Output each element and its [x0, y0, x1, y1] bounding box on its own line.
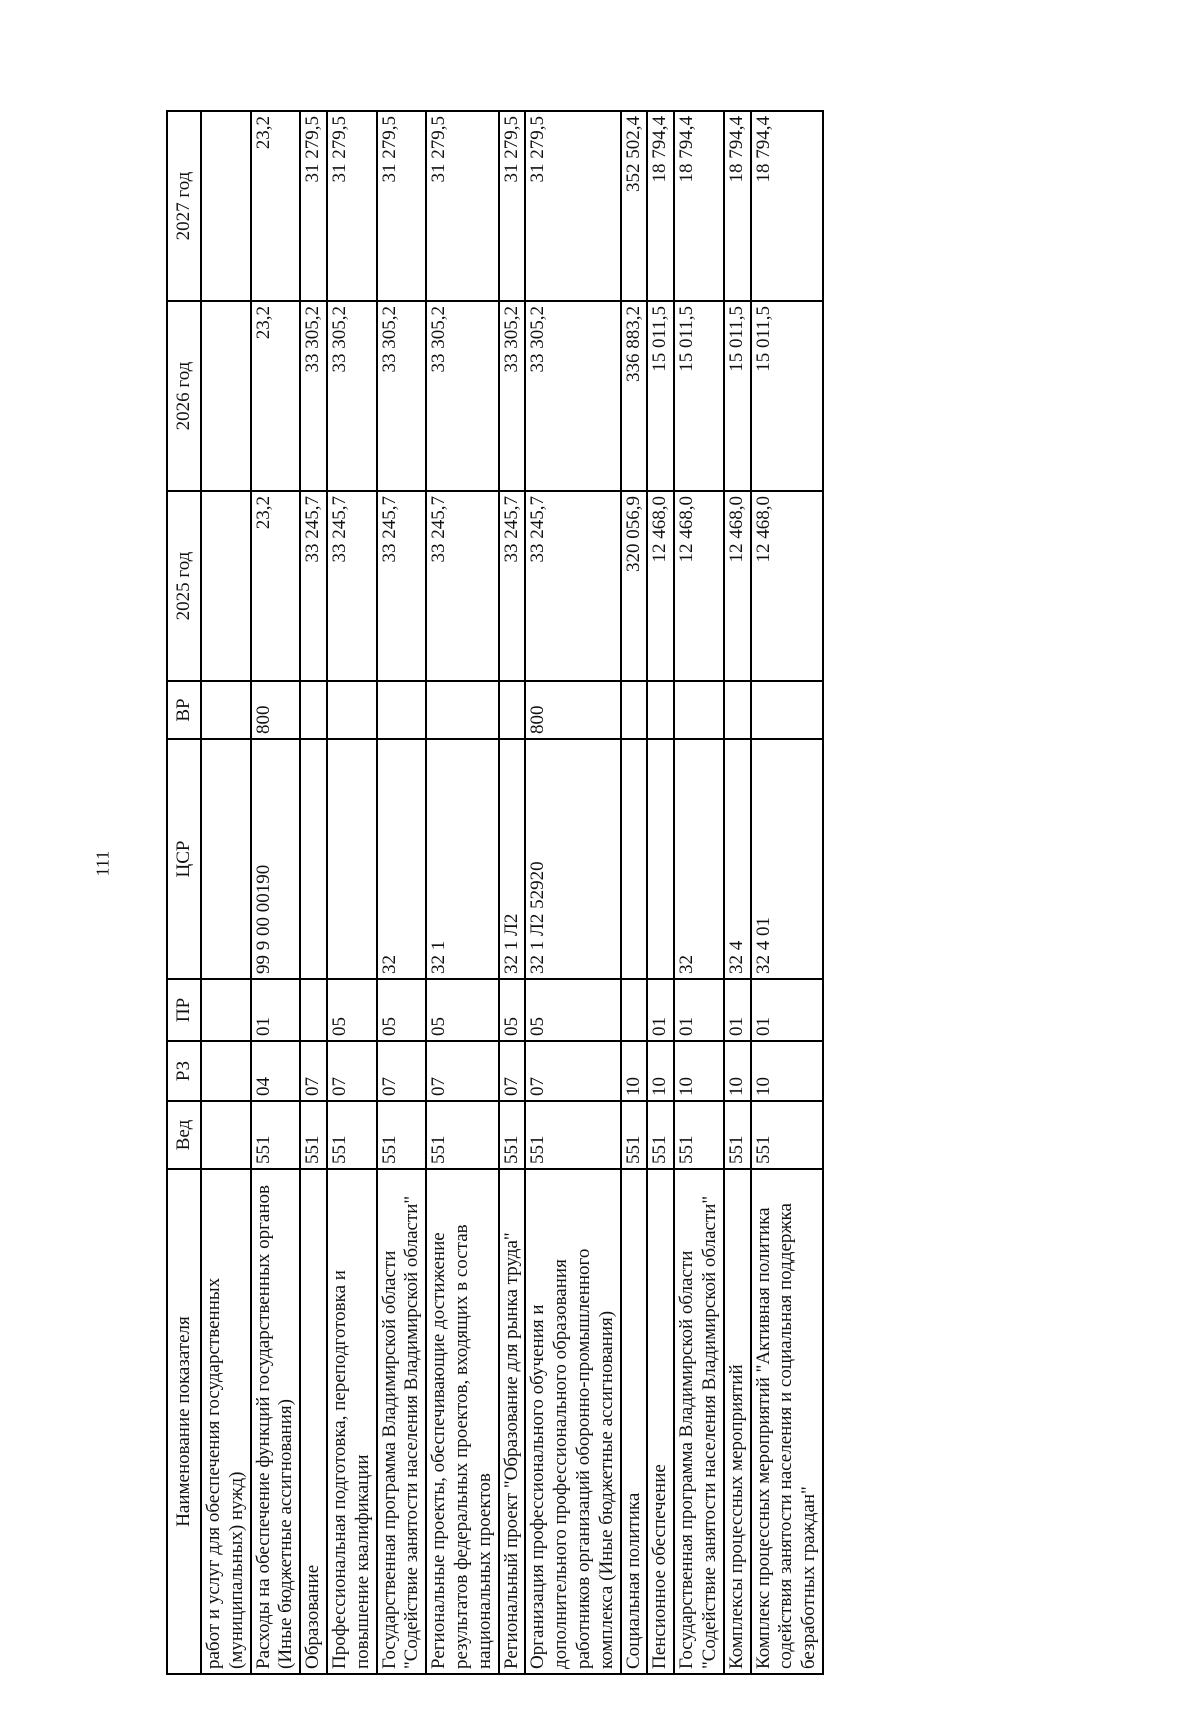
- cell-2025: 12 468,0: [647, 491, 674, 681]
- cell-ved: 551: [251, 1101, 301, 1169]
- cell-2027: 18 794,4: [724, 111, 751, 301]
- header-vr: ВР: [167, 681, 201, 739]
- cell-csr: [300, 739, 327, 979]
- cell-pr: 01: [647, 979, 674, 1041]
- cell-2027: 31 279,5: [525, 111, 620, 301]
- cell-2027: 31 279,5: [300, 111, 327, 301]
- table-row: [327, 111, 377, 1674]
- table-row: [647, 111, 674, 1674]
- cell-name: Государственная программа Владимирской области "Содействие занятости населения Владимирской области": [377, 1169, 427, 1674]
- table-row: [674, 111, 724, 1674]
- cell-2026: 15 011,5: [724, 301, 751, 491]
- cell-2027: 31 279,5: [377, 111, 427, 301]
- cell-2025: 33 245,7: [525, 491, 620, 681]
- cell-vr: 800: [251, 681, 301, 739]
- cell-2027: 18 794,4: [751, 111, 823, 301]
- cell-2025: 33 245,7: [499, 491, 526, 681]
- header-name: Наименование показателя: [167, 1169, 201, 1674]
- cell-ved: 551: [525, 1101, 620, 1169]
- cell-2027: 31 279,5: [327, 111, 377, 301]
- header-ved: Вед: [167, 1101, 201, 1169]
- header-2027: 2027 год: [167, 111, 201, 301]
- cell-ved: 551: [751, 1101, 823, 1169]
- cell-rz: [201, 1041, 251, 1101]
- cell-vr: [499, 681, 526, 739]
- cell-2025: 33 245,7: [377, 491, 427, 681]
- cell-rz: 04: [251, 1041, 301, 1101]
- table-row: [377, 111, 427, 1674]
- table-row: [499, 111, 526, 1674]
- cell-ved: 551: [300, 1101, 327, 1169]
- cell-vr: 800: [525, 681, 620, 739]
- cell-name: Профессиональная подготовка, переподготовка и повышение квалификации: [327, 1169, 377, 1674]
- header-rz: РЗ: [167, 1041, 201, 1101]
- cell-pr: [621, 979, 648, 1041]
- cell-pr: 05: [327, 979, 377, 1041]
- cell-rz: 10: [647, 1041, 674, 1101]
- cell-2027: [201, 111, 251, 301]
- cell-csr: [647, 739, 674, 979]
- table-row: [621, 111, 648, 1674]
- cell-2026: 23,2: [251, 301, 301, 491]
- cell-2025: 33 245,7: [426, 491, 498, 681]
- cell-rz: 07: [327, 1041, 377, 1101]
- cell-vr: [647, 681, 674, 739]
- cell-vr: [674, 681, 724, 739]
- cell-ved: 551: [724, 1101, 751, 1169]
- cell-name: Организация профессионального обучения и дополнительного профессионального образования работников организаций оборонно-промышленного комплекса (Иные бюджетные ассигнования): [525, 1169, 620, 1674]
- cell-csr: [621, 739, 648, 979]
- table-row: [300, 111, 327, 1674]
- cell-vr: [426, 681, 498, 739]
- cell-vr: [327, 681, 377, 739]
- cell-vr: [377, 681, 427, 739]
- cell-2025: 320 056,9: [621, 491, 648, 681]
- budget-table: [166, 110, 824, 1675]
- cell-pr: 05: [426, 979, 498, 1041]
- cell-pr: 01: [251, 979, 301, 1041]
- cell-ved: 551: [647, 1101, 674, 1169]
- cell-pr: 05: [525, 979, 620, 1041]
- cell-2026: 15 011,5: [674, 301, 724, 491]
- cell-2025: 33 245,7: [327, 491, 377, 681]
- cell-rz: 07: [300, 1041, 327, 1101]
- table-row: [751, 111, 823, 1674]
- budget-table-container: [166, 110, 1111, 1675]
- cell-2025: 33 245,7: [300, 491, 327, 681]
- cell-csr: 99 9 00 00190: [251, 739, 301, 979]
- cell-ved: 551: [327, 1101, 377, 1169]
- header-pr: ПР: [167, 979, 201, 1041]
- cell-2026: 33 305,2: [525, 301, 620, 491]
- cell-rz: 07: [426, 1041, 498, 1101]
- cell-pr: [300, 979, 327, 1041]
- cell-pr: [201, 979, 251, 1041]
- cell-rz: 10: [674, 1041, 724, 1101]
- cell-name: Региональный проект "Образование для рынка труда": [499, 1169, 526, 1674]
- cell-2026: 15 011,5: [647, 301, 674, 491]
- table-row: [251, 111, 301, 1674]
- cell-pr: 01: [751, 979, 823, 1041]
- cell-2027: 352 502,4: [621, 111, 648, 301]
- cell-2027: 31 279,5: [499, 111, 526, 301]
- cell-rz: 10: [621, 1041, 648, 1101]
- cell-csr: [201, 739, 251, 979]
- cell-2026: 15 011,5: [751, 301, 823, 491]
- cell-vr: [621, 681, 648, 739]
- table-body: [201, 111, 823, 1674]
- cell-2025: 23,2: [251, 491, 301, 681]
- cell-pr: 01: [674, 979, 724, 1041]
- cell-csr: 32: [377, 739, 427, 979]
- table-row: [201, 111, 251, 1674]
- cell-2026: 33 305,2: [327, 301, 377, 491]
- cell-name: работ и услуг для обеспечения государственных (муниципальных) нужд): [201, 1169, 251, 1674]
- cell-2026: 33 305,2: [377, 301, 427, 491]
- cell-vr: [751, 681, 823, 739]
- cell-2027: 18 794,4: [674, 111, 724, 301]
- cell-name: Социальная политика: [621, 1169, 648, 1674]
- cell-csr: 32 4: [724, 739, 751, 979]
- cell-2025: 12 468,0: [674, 491, 724, 681]
- cell-csr: 32 1: [426, 739, 498, 979]
- cell-vr: [201, 681, 251, 739]
- cell-2026: 33 305,2: [300, 301, 327, 491]
- cell-csr: 32: [674, 739, 724, 979]
- cell-2027: 23,2: [251, 111, 301, 301]
- cell-vr: [724, 681, 751, 739]
- cell-pr: 05: [499, 979, 526, 1041]
- header-csr: ЦСР: [167, 739, 201, 979]
- cell-2026: [201, 301, 251, 491]
- page-number: 111: [92, 850, 113, 877]
- cell-2026: 33 305,2: [499, 301, 526, 491]
- cell-csr: 32 1 Л2 52920: [525, 739, 620, 979]
- cell-name: Региональные проекты, обеспечивающие достижение результатов федеральных проектов, входящих в состав национальных проектов: [426, 1169, 498, 1674]
- cell-ved: 551: [499, 1101, 526, 1169]
- cell-ved: 551: [621, 1101, 648, 1169]
- cell-2027: 18 794,4: [647, 111, 674, 301]
- table-row: [724, 111, 751, 1674]
- cell-rz: 07: [377, 1041, 427, 1101]
- cell-name: Расходы на обеспечение функций государственных органов (Иные бюджетные ассигнования): [251, 1169, 301, 1674]
- cell-name: Пенсионное обеспечение: [647, 1169, 674, 1674]
- cell-name: Образование: [300, 1169, 327, 1674]
- cell-rz: 10: [724, 1041, 751, 1101]
- table-row: [525, 111, 620, 1674]
- cell-2027: 31 279,5: [426, 111, 498, 301]
- header-2026: 2026 год: [167, 301, 201, 491]
- cell-ved: 551: [426, 1101, 498, 1169]
- cell-csr: 32 4 01: [751, 739, 823, 979]
- cell-vr: [300, 681, 327, 739]
- cell-rz: 10: [751, 1041, 823, 1101]
- table-row: [426, 111, 498, 1674]
- cell-2025: 12 468,0: [724, 491, 751, 681]
- cell-2025: 12 468,0: [751, 491, 823, 681]
- cell-name: Государственная программа Владимирской области "Содействие занятости населения Владимирской области": [674, 1169, 724, 1674]
- header-2025: 2025 год: [167, 491, 201, 681]
- cell-csr: [327, 739, 377, 979]
- cell-ved: 551: [674, 1101, 724, 1169]
- cell-name: Комплексы процессных мероприятий: [724, 1169, 751, 1674]
- cell-2026: 33 305,2: [426, 301, 498, 491]
- cell-rz: 07: [499, 1041, 526, 1101]
- cell-ved: 551: [377, 1101, 427, 1169]
- cell-rz: 07: [525, 1041, 620, 1101]
- table-header-row: [167, 111, 201, 1674]
- cell-csr: 32 1 Л2: [499, 739, 526, 979]
- cell-pr: 05: [377, 979, 427, 1041]
- cell-name: Комплекс процессных мероприятий "Активная политика содействия занятости населения и социальная поддержка безработных граждан": [751, 1169, 823, 1674]
- cell-pr: 01: [724, 979, 751, 1041]
- cell-2025: [201, 491, 251, 681]
- cell-ved: [201, 1101, 251, 1169]
- cell-2026: 336 883,2: [621, 301, 648, 491]
